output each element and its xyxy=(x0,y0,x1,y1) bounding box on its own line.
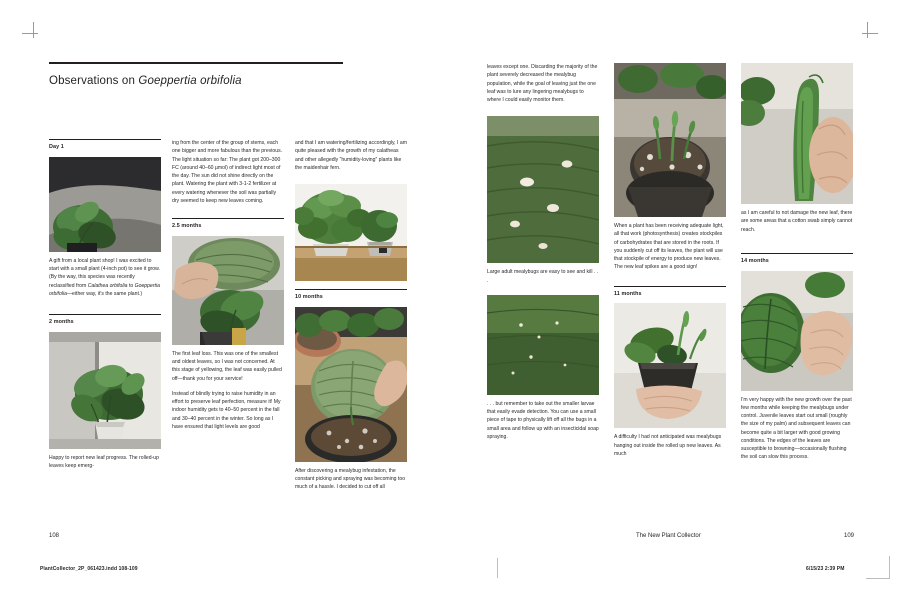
photo-11months-potted-plant-held xyxy=(614,303,726,428)
c1-p1-italic-2: Goeppertia orbifolia xyxy=(49,282,160,297)
column-2-paragraph-1: ing from the center of the group of stems, each one bigger and more fabulous than the previous. The light situation so far: The plant got 200–300 FC (around 40–60 µmol) of indirect light most of the day. The sun did not shine directly on the plant. Watering the plant with 3-1-2 fertilizer at every watering whenever the soil was partially dry seemed to keep new leaves coming. xyxy=(172,140,283,204)
photo-rolled-leaf-svg xyxy=(741,63,853,204)
column-3 xyxy=(295,139,407,492)
photo-11months-svg xyxy=(614,303,726,428)
column-5-spacer-1 xyxy=(614,279,726,286)
column-2 xyxy=(172,139,284,431)
page-title-prefix: Observations on xyxy=(49,75,139,87)
section-label-2-5months: 2.5 months xyxy=(172,223,202,229)
section-rule-14months xyxy=(741,253,853,254)
folio-left: 108 xyxy=(49,533,60,539)
section-label-14months: 14 months xyxy=(741,257,769,264)
photo-10months-svg xyxy=(295,307,407,462)
photo-mealybug-larvae-svg xyxy=(487,295,599,395)
column-1-paragraph-1 xyxy=(49,257,161,298)
c1-p1-italic-1: Calathea orbifolia xyxy=(87,282,128,289)
c1-p1-text: A gift from a local plant shop! I was excited to start with a small plant (4-inch pot) to see it grow. (By the way, this species was recently reclassified from xyxy=(49,257,160,289)
column-3-paragraph-1: and that I am watering/fertilizing accordingly, I am quite pleased with the growth of my calatheas and other allegedly “humidity-loving” plants like the maidenhair fern. xyxy=(295,140,407,171)
photo-2-5months-hand-holding-leaf xyxy=(172,236,284,345)
column-4-paragraph-3: . . . but remember to take out the smaller larvae that easily evade detection. You can use a small piece of tape to physically lift off all the bugs in a small area and follow up with an insecticidal soap spraying. xyxy=(487,400,599,440)
section-rule-11months xyxy=(614,286,726,287)
running-head: The New Plant Collector xyxy=(636,533,701,539)
photo-mealybug-adult-svg xyxy=(487,116,599,263)
column-2-paragraph-2: The first leaf loss. This was one of the smallest and oldest leaves, so I was not concerned. At this stage of yellowing, the leaf was easily pulled off—thank you for your service! xyxy=(172,350,282,382)
column-1-spacer xyxy=(49,305,161,314)
column-1-paragraph-2: Happy to report new leaf progress. The rolled-up leaves keep emerg- xyxy=(49,454,159,469)
corner-crop-mark-v xyxy=(889,556,890,579)
c1-p1-mid: to xyxy=(127,282,135,289)
column-4-paragraph-1: leaves except one. Discarding the majority of the plant severely decreased the mealybug population, while the goal of leaving just the one leaf was to lure any lingering mealybugs to where I could easily monitor them. xyxy=(487,64,598,103)
section-label-day1: Day 1 xyxy=(49,144,64,150)
photo-14months-svg xyxy=(741,271,853,391)
photo-cutback-svg xyxy=(614,63,726,217)
section-rule-10months xyxy=(295,289,407,290)
photo-cutback-plant-new-spikes xyxy=(614,63,726,217)
section-rule-day1 xyxy=(49,139,161,140)
column-1 xyxy=(49,139,161,470)
photo-rolled-new-leaf-closeup xyxy=(741,63,853,204)
column-5-paragraph-1: When a plant has been receiving adequate light, all that work (photosynthesis) creates stockpiles of carbohydrates that are stored in the roots. If you suddenly cut off its leaves, the plant will use that stockpile of energy to produce new leaves. The new leaf spikes are a good sign! xyxy=(614,223,724,271)
photo-mealybug-larvae-closeup xyxy=(487,295,599,395)
column-5 xyxy=(614,63,726,458)
column-6-paragraph-2: I'm very happy with the new growth over the past few months while keeping the mealybugs under control. Juvenile leaves start out small (roughly the size of my palm) and subsequent leaves can become quite a bit larger with good growing conditions. The edges of the leaves are susceptible to browning—occasionally flushing the soil can slow this process. xyxy=(741,396,852,461)
photo-maidenhair-fern-on-table xyxy=(295,184,407,281)
section-label-10months: 10 months xyxy=(295,294,323,300)
section-label-11months: 11 months xyxy=(614,290,642,297)
photo-2months-svg xyxy=(49,332,161,449)
slug-filename: PlantCollector_2P_061423.indd 108-109 xyxy=(40,566,138,572)
photo-2-5months-svg xyxy=(172,236,284,345)
photo-day1-svg xyxy=(49,157,161,252)
gutter-registration-tick xyxy=(497,558,498,578)
c1-p1-end: —either way, it's the same plant.) xyxy=(66,290,143,297)
photo-day1-plant-on-car-seat xyxy=(49,157,161,252)
photo-2months-plant-by-window xyxy=(49,332,161,449)
section-rule-2-5months xyxy=(172,218,284,219)
page-title xyxy=(49,75,469,87)
title-rule xyxy=(49,62,343,64)
folio-right: 109 xyxy=(844,533,855,539)
photo-10months-large-leaf-in-hand xyxy=(295,307,407,462)
column-6-paragraph-1: as I am careful to not damage the new leaf, there are some areas that a cotton swab simply cannot reach. xyxy=(741,210,853,233)
photo-mealybugs-on-leaf-closeup xyxy=(487,116,599,263)
photo-fern-svg xyxy=(295,184,407,281)
column-5-paragraph-2: A difficulty I had not anticipated was mealybugs hanging out inside the rolled up new leaves. As much xyxy=(614,434,722,457)
column-4-paragraph-2: Large adult mealybugs are easy to see and kill . . . xyxy=(487,269,599,284)
column-4 xyxy=(487,63,599,441)
section-label-2months: 2 months xyxy=(49,319,74,325)
section-rule-2months xyxy=(49,314,161,315)
slug-timestamp: 6/15/23 2:39 PM xyxy=(806,566,845,572)
column-2-paragraph-3: Instead of blindly trying to raise humidity in an effort to preserve leaf perfection, measure it! My indoor humidity gets to 40–50 percent in the fall and 30–40 percent in the winter. So long as I have ensured that light levels are good xyxy=(172,390,281,430)
corner-crop-mark-h xyxy=(866,578,890,579)
page-title-species: Goeppertia orbifolia xyxy=(138,75,242,87)
column-3-paragraph-2: After discovering a mealybug infestation, the constant picking and spraying was becoming too much of a hassle. I decided to cut off all xyxy=(295,467,406,491)
photo-14months-mature-leaf-in-hand xyxy=(741,271,853,391)
column-6-spacer-1 xyxy=(741,241,853,253)
column-6 xyxy=(741,63,853,462)
